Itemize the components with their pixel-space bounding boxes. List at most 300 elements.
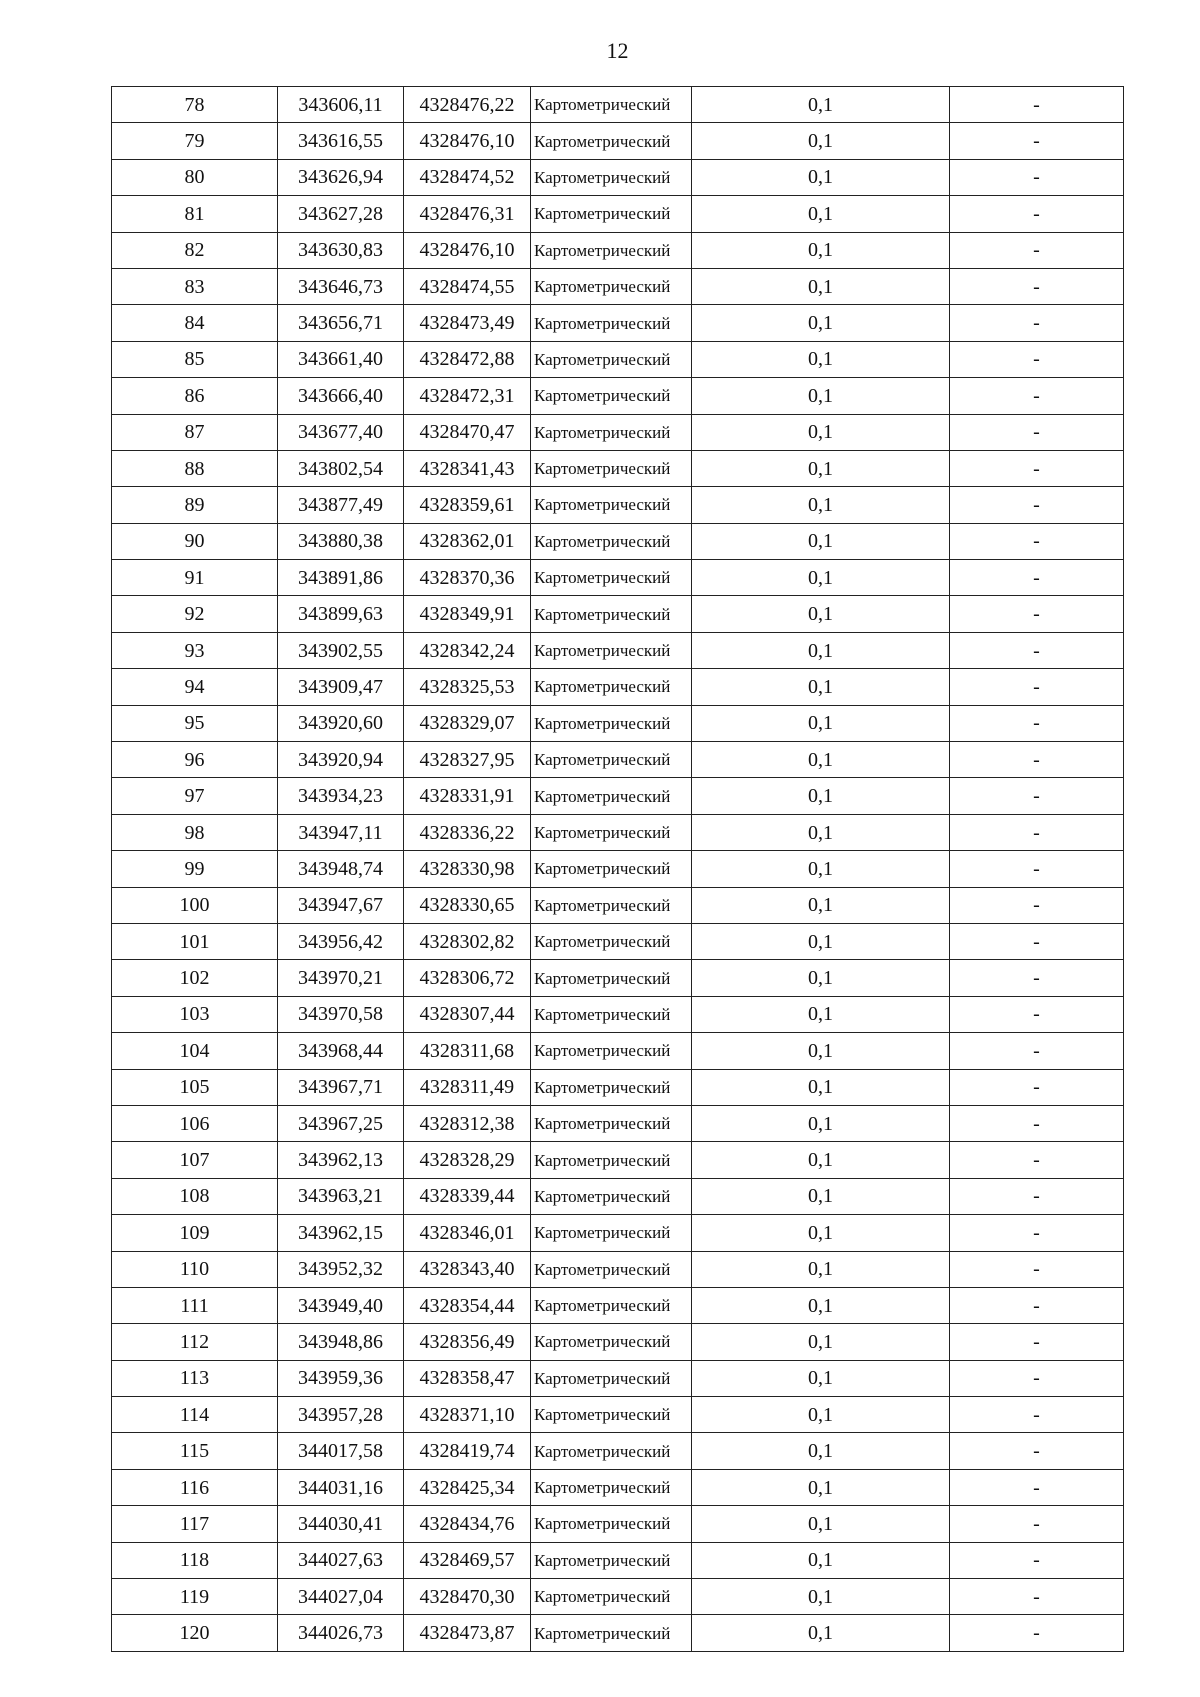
method-cell: Картометрический (531, 1615, 692, 1651)
y-coordinate-cell: 4328302,82 (404, 923, 531, 959)
x-coordinate-cell: 343970,58 (278, 996, 404, 1032)
coordinates-table (111, 86, 1124, 1652)
accuracy-cell: 0,1 (692, 1069, 950, 1105)
description-cell: - (950, 1324, 1124, 1360)
x-coordinate-cell: 343899,63 (278, 596, 404, 632)
table-row (112, 1324, 1124, 1360)
description-cell: - (950, 123, 1124, 159)
x-coordinate-cell: 343646,73 (278, 268, 404, 304)
method-cell: Картометрический (531, 268, 692, 304)
accuracy-cell: 0,1 (692, 560, 950, 596)
table-row (112, 705, 1124, 741)
accuracy-cell: 0,1 (692, 1178, 950, 1214)
method-cell: Картометрический (531, 596, 692, 632)
point-number-cell: 95 (112, 705, 278, 741)
y-coordinate-cell: 4328362,01 (404, 523, 531, 559)
accuracy-cell: 0,1 (692, 1615, 950, 1651)
method-cell: Картометрический (531, 1215, 692, 1251)
x-coordinate-cell: 344027,63 (278, 1542, 404, 1578)
accuracy-cell: 0,1 (692, 1287, 950, 1323)
x-coordinate-cell: 343949,40 (278, 1287, 404, 1323)
description-cell: - (950, 669, 1124, 705)
description-cell: - (950, 450, 1124, 486)
point-number-cell: 102 (112, 960, 278, 996)
y-coordinate-cell: 4328341,43 (404, 450, 531, 486)
method-cell: Картометрический (531, 1142, 692, 1178)
description-cell: - (950, 960, 1124, 996)
description-cell: - (950, 268, 1124, 304)
x-coordinate-cell: 344030,41 (278, 1506, 404, 1542)
coordinates-table-body (112, 87, 1124, 1652)
description-cell: - (950, 1215, 1124, 1251)
y-coordinate-cell: 4328331,91 (404, 778, 531, 814)
accuracy-cell: 0,1 (692, 1542, 950, 1578)
y-coordinate-cell: 4328473,49 (404, 305, 531, 341)
method-cell: Картометрический (531, 305, 692, 341)
accuracy-cell: 0,1 (692, 778, 950, 814)
table-row (112, 1397, 1124, 1433)
table-row (112, 1178, 1124, 1214)
x-coordinate-cell: 343968,44 (278, 1033, 404, 1069)
method-cell: Картометрический (531, 1397, 692, 1433)
x-coordinate-cell: 343630,83 (278, 232, 404, 268)
method-cell: Картометрический (531, 1579, 692, 1615)
x-coordinate-cell: 343920,94 (278, 742, 404, 778)
accuracy-cell: 0,1 (692, 851, 950, 887)
accuracy-cell: 0,1 (692, 196, 950, 232)
y-coordinate-cell: 4328434,76 (404, 1506, 531, 1542)
y-coordinate-cell: 4328371,10 (404, 1397, 531, 1433)
point-number-cell: 106 (112, 1105, 278, 1141)
method-cell: Картометрический (531, 923, 692, 959)
method-cell: Картометрический (531, 960, 692, 996)
point-number-cell: 87 (112, 414, 278, 450)
point-number-cell: 94 (112, 669, 278, 705)
accuracy-cell: 0,1 (692, 268, 950, 304)
x-coordinate-cell: 343909,47 (278, 669, 404, 705)
table-row (112, 1542, 1124, 1578)
y-coordinate-cell: 4328311,68 (404, 1033, 531, 1069)
x-coordinate-cell: 343956,42 (278, 923, 404, 959)
y-coordinate-cell: 4328425,34 (404, 1469, 531, 1505)
point-number-cell: 85 (112, 341, 278, 377)
accuracy-cell: 0,1 (692, 378, 950, 414)
table-row (112, 268, 1124, 304)
point-number-cell: 98 (112, 814, 278, 850)
x-coordinate-cell: 343967,25 (278, 1105, 404, 1141)
y-coordinate-cell: 4328356,49 (404, 1324, 531, 1360)
y-coordinate-cell: 4328329,07 (404, 705, 531, 741)
table-row (112, 1215, 1124, 1251)
y-coordinate-cell: 4328370,36 (404, 560, 531, 596)
point-number-cell: 91 (112, 560, 278, 596)
point-number-cell: 97 (112, 778, 278, 814)
y-coordinate-cell: 4328339,44 (404, 1178, 531, 1214)
method-cell: Картометрический (531, 669, 692, 705)
accuracy-cell: 0,1 (692, 1324, 950, 1360)
table-row (112, 1433, 1124, 1469)
description-cell: - (950, 341, 1124, 377)
table-row (112, 305, 1124, 341)
y-coordinate-cell: 4328359,61 (404, 487, 531, 523)
y-coordinate-cell: 4328474,52 (404, 159, 531, 195)
point-number-cell: 99 (112, 851, 278, 887)
table-row (112, 232, 1124, 268)
description-cell: - (950, 232, 1124, 268)
table-row (112, 523, 1124, 559)
description-cell: - (950, 87, 1124, 123)
method-cell: Картометрический (531, 851, 692, 887)
x-coordinate-cell: 343666,40 (278, 378, 404, 414)
y-coordinate-cell: 4328307,44 (404, 996, 531, 1032)
description-cell: - (950, 305, 1124, 341)
accuracy-cell: 0,1 (692, 1251, 950, 1287)
y-coordinate-cell: 4328358,47 (404, 1360, 531, 1396)
x-coordinate-cell: 343891,86 (278, 560, 404, 596)
x-coordinate-cell: 344027,04 (278, 1579, 404, 1615)
description-cell: - (950, 778, 1124, 814)
accuracy-cell: 0,1 (692, 1506, 950, 1542)
description-cell: - (950, 378, 1124, 414)
method-cell: Картометрический (531, 705, 692, 741)
description-cell: - (950, 923, 1124, 959)
point-number-cell: 114 (112, 1397, 278, 1433)
point-number-cell: 100 (112, 887, 278, 923)
method-cell: Картометрический (531, 887, 692, 923)
point-number-cell: 81 (112, 196, 278, 232)
description-cell: - (950, 560, 1124, 596)
y-coordinate-cell: 4328336,22 (404, 814, 531, 850)
accuracy-cell: 0,1 (692, 923, 950, 959)
description-cell: - (950, 632, 1124, 668)
description-cell: - (950, 1178, 1124, 1214)
accuracy-cell: 0,1 (692, 1033, 950, 1069)
accuracy-cell: 0,1 (692, 887, 950, 923)
x-coordinate-cell: 343920,60 (278, 705, 404, 741)
y-coordinate-cell: 4328470,30 (404, 1579, 531, 1615)
accuracy-cell: 0,1 (692, 450, 950, 486)
table-row (112, 560, 1124, 596)
accuracy-cell: 0,1 (692, 596, 950, 632)
y-coordinate-cell: 4328311,49 (404, 1069, 531, 1105)
accuracy-cell: 0,1 (692, 1360, 950, 1396)
x-coordinate-cell: 343947,11 (278, 814, 404, 850)
description-cell: - (950, 159, 1124, 195)
description-cell: - (950, 523, 1124, 559)
description-cell: - (950, 414, 1124, 450)
point-number-cell: 115 (112, 1433, 278, 1469)
table-row (112, 414, 1124, 450)
description-cell: - (950, 705, 1124, 741)
method-cell: Картометрический (531, 341, 692, 377)
accuracy-cell: 0,1 (692, 1469, 950, 1505)
description-cell: - (950, 851, 1124, 887)
y-coordinate-cell: 4328473,87 (404, 1615, 531, 1651)
point-number-cell: 78 (112, 87, 278, 123)
table-row (112, 1251, 1124, 1287)
point-number-cell: 117 (112, 1506, 278, 1542)
point-number-cell: 119 (112, 1579, 278, 1615)
point-number-cell: 88 (112, 450, 278, 486)
description-cell: - (950, 1506, 1124, 1542)
accuracy-cell: 0,1 (692, 232, 950, 268)
description-cell: - (950, 887, 1124, 923)
point-number-cell: 92 (112, 596, 278, 632)
y-coordinate-cell: 4328330,65 (404, 887, 531, 923)
x-coordinate-cell: 343948,74 (278, 851, 404, 887)
table-row (112, 123, 1124, 159)
point-number-cell: 110 (112, 1251, 278, 1287)
x-coordinate-cell: 343957,28 (278, 1397, 404, 1433)
description-cell: - (950, 1360, 1124, 1396)
point-number-cell: 120 (112, 1615, 278, 1651)
x-coordinate-cell: 343880,38 (278, 523, 404, 559)
description-cell: - (950, 1542, 1124, 1578)
x-coordinate-cell: 343962,15 (278, 1215, 404, 1251)
y-coordinate-cell: 4328327,95 (404, 742, 531, 778)
point-number-cell: 109 (112, 1215, 278, 1251)
accuracy-cell: 0,1 (692, 1433, 950, 1469)
y-coordinate-cell: 4328354,44 (404, 1287, 531, 1323)
y-coordinate-cell: 4328328,29 (404, 1142, 531, 1178)
method-cell: Картометрический (531, 487, 692, 523)
point-number-cell: 118 (112, 1542, 278, 1578)
table-row (112, 196, 1124, 232)
description-cell: - (950, 996, 1124, 1032)
point-number-cell: 112 (112, 1324, 278, 1360)
table-row (112, 632, 1124, 668)
table-row (112, 1142, 1124, 1178)
table-row (112, 1579, 1124, 1615)
y-coordinate-cell: 4328349,91 (404, 596, 531, 632)
y-coordinate-cell: 4328472,88 (404, 341, 531, 377)
point-number-cell: 82 (112, 232, 278, 268)
method-cell: Картометрический (531, 1324, 692, 1360)
table-row (112, 742, 1124, 778)
point-number-cell: 89 (112, 487, 278, 523)
accuracy-cell: 0,1 (692, 159, 950, 195)
point-number-cell: 116 (112, 1469, 278, 1505)
x-coordinate-cell: 343948,86 (278, 1324, 404, 1360)
y-coordinate-cell: 4328470,47 (404, 414, 531, 450)
y-coordinate-cell: 4328474,55 (404, 268, 531, 304)
accuracy-cell: 0,1 (692, 87, 950, 123)
y-coordinate-cell: 4328312,38 (404, 1105, 531, 1141)
y-coordinate-cell: 4328476,10 (404, 232, 531, 268)
accuracy-cell: 0,1 (692, 632, 950, 668)
method-cell: Картометрический (531, 1469, 692, 1505)
x-coordinate-cell: 343661,40 (278, 341, 404, 377)
description-cell: - (950, 742, 1124, 778)
description-cell: - (950, 1469, 1124, 1505)
point-number-cell: 96 (112, 742, 278, 778)
method-cell: Картометрический (531, 742, 692, 778)
point-number-cell: 113 (112, 1360, 278, 1396)
method-cell: Картометрический (531, 560, 692, 596)
point-number-cell: 83 (112, 268, 278, 304)
description-cell: - (950, 814, 1124, 850)
y-coordinate-cell: 4328472,31 (404, 378, 531, 414)
x-coordinate-cell: 343616,55 (278, 123, 404, 159)
table-row (112, 1069, 1124, 1105)
accuracy-cell: 0,1 (692, 1579, 950, 1615)
x-coordinate-cell: 343606,11 (278, 87, 404, 123)
page-number: 12 (606, 38, 629, 63)
point-number-cell: 86 (112, 378, 278, 414)
accuracy-cell: 0,1 (692, 996, 950, 1032)
y-coordinate-cell: 4328342,24 (404, 632, 531, 668)
table-row (112, 778, 1124, 814)
method-cell: Картометрический (531, 1287, 692, 1323)
x-coordinate-cell: 343626,94 (278, 159, 404, 195)
x-coordinate-cell: 344031,16 (278, 1469, 404, 1505)
description-cell: - (950, 487, 1124, 523)
accuracy-cell: 0,1 (692, 487, 950, 523)
table-row (112, 923, 1124, 959)
accuracy-cell: 0,1 (692, 742, 950, 778)
x-coordinate-cell: 343877,49 (278, 487, 404, 523)
point-number-cell: 79 (112, 123, 278, 159)
method-cell: Картометрический (531, 232, 692, 268)
method-cell: Картометрический (531, 196, 692, 232)
x-coordinate-cell: 343959,36 (278, 1360, 404, 1396)
table-row (112, 487, 1124, 523)
accuracy-cell: 0,1 (692, 960, 950, 996)
x-coordinate-cell: 343952,32 (278, 1251, 404, 1287)
description-cell: - (950, 1105, 1124, 1141)
y-coordinate-cell: 4328325,53 (404, 669, 531, 705)
accuracy-cell: 0,1 (692, 1397, 950, 1433)
y-coordinate-cell: 4328469,57 (404, 1542, 531, 1578)
x-coordinate-cell: 343963,21 (278, 1178, 404, 1214)
x-coordinate-cell: 343627,28 (278, 196, 404, 232)
x-coordinate-cell: 343934,23 (278, 778, 404, 814)
method-cell: Картометрический (531, 1105, 692, 1141)
point-number-cell: 104 (112, 1033, 278, 1069)
description-cell: - (950, 596, 1124, 632)
y-coordinate-cell: 4328306,72 (404, 960, 531, 996)
accuracy-cell: 0,1 (692, 705, 950, 741)
accuracy-cell: 0,1 (692, 1215, 950, 1251)
method-cell: Картометрический (531, 1433, 692, 1469)
accuracy-cell: 0,1 (692, 305, 950, 341)
method-cell: Картометрический (531, 1178, 692, 1214)
description-cell: - (950, 1433, 1124, 1469)
method-cell: Картометрический (531, 778, 692, 814)
x-coordinate-cell: 343970,21 (278, 960, 404, 996)
table-row (112, 1033, 1124, 1069)
x-coordinate-cell: 343902,55 (278, 632, 404, 668)
point-number-cell: 108 (112, 1178, 278, 1214)
x-coordinate-cell: 343962,13 (278, 1142, 404, 1178)
method-cell: Картометрический (531, 414, 692, 450)
y-coordinate-cell: 4328343,40 (404, 1251, 531, 1287)
method-cell: Картометрический (531, 87, 692, 123)
method-cell: Картометрический (531, 1069, 692, 1105)
y-coordinate-cell: 4328419,74 (404, 1433, 531, 1469)
accuracy-cell: 0,1 (692, 414, 950, 450)
accuracy-cell: 0,1 (692, 1142, 950, 1178)
description-cell: - (950, 196, 1124, 232)
table-row (112, 450, 1124, 486)
table-row (112, 87, 1124, 123)
method-cell: Картометрический (531, 996, 692, 1032)
point-number-cell: 105 (112, 1069, 278, 1105)
method-cell: Картометрический (531, 814, 692, 850)
method-cell: Картометрический (531, 1251, 692, 1287)
x-coordinate-cell: 344026,73 (278, 1615, 404, 1651)
table-row (112, 1506, 1124, 1542)
table-row (112, 887, 1124, 923)
table-row (112, 596, 1124, 632)
y-coordinate-cell: 4328476,22 (404, 87, 531, 123)
y-coordinate-cell: 4328346,01 (404, 1215, 531, 1251)
description-cell: - (950, 1033, 1124, 1069)
point-number-cell: 80 (112, 159, 278, 195)
x-coordinate-cell: 343947,67 (278, 887, 404, 923)
method-cell: Картометрический (531, 632, 692, 668)
method-cell: Картометрический (531, 1542, 692, 1578)
table-row (112, 851, 1124, 887)
y-coordinate-cell: 4328476,31 (404, 196, 531, 232)
table-row (112, 341, 1124, 377)
accuracy-cell: 0,1 (692, 523, 950, 559)
table-row (112, 1287, 1124, 1323)
description-cell: - (950, 1287, 1124, 1323)
method-cell: Картометрический (531, 450, 692, 486)
method-cell: Картометрический (531, 1033, 692, 1069)
accuracy-cell: 0,1 (692, 814, 950, 850)
point-number-cell: 103 (112, 996, 278, 1032)
method-cell: Картометрический (531, 378, 692, 414)
description-cell: - (950, 1397, 1124, 1433)
point-number-cell: 107 (112, 1142, 278, 1178)
point-number-cell: 111 (112, 1287, 278, 1323)
table-row (112, 1469, 1124, 1505)
method-cell: Картометрический (531, 1360, 692, 1396)
accuracy-cell: 0,1 (692, 669, 950, 705)
table-row (112, 378, 1124, 414)
x-coordinate-cell: 343677,40 (278, 414, 404, 450)
description-cell: - (950, 1579, 1124, 1615)
description-cell: - (950, 1615, 1124, 1651)
method-cell: Картометрический (531, 159, 692, 195)
table-row (112, 159, 1124, 195)
point-number-cell: 90 (112, 523, 278, 559)
method-cell: Картометрический (531, 523, 692, 559)
description-cell: - (950, 1142, 1124, 1178)
table-row (112, 960, 1124, 996)
x-coordinate-cell: 343802,54 (278, 450, 404, 486)
point-number-cell: 84 (112, 305, 278, 341)
accuracy-cell: 0,1 (692, 341, 950, 377)
point-number-cell: 101 (112, 923, 278, 959)
accuracy-cell: 0,1 (692, 123, 950, 159)
table-row (112, 996, 1124, 1032)
x-coordinate-cell: 344017,58 (278, 1433, 404, 1469)
table-row (112, 1615, 1124, 1651)
method-cell: Картометрический (531, 1506, 692, 1542)
table-row (112, 669, 1124, 705)
method-cell: Картометрический (531, 123, 692, 159)
description-cell: - (950, 1251, 1124, 1287)
y-coordinate-cell: 4328476,10 (404, 123, 531, 159)
y-coordinate-cell: 4328330,98 (404, 851, 531, 887)
table-row (112, 1105, 1124, 1141)
accuracy-cell: 0,1 (692, 1105, 950, 1141)
table-row (112, 1360, 1124, 1396)
x-coordinate-cell: 343656,71 (278, 305, 404, 341)
